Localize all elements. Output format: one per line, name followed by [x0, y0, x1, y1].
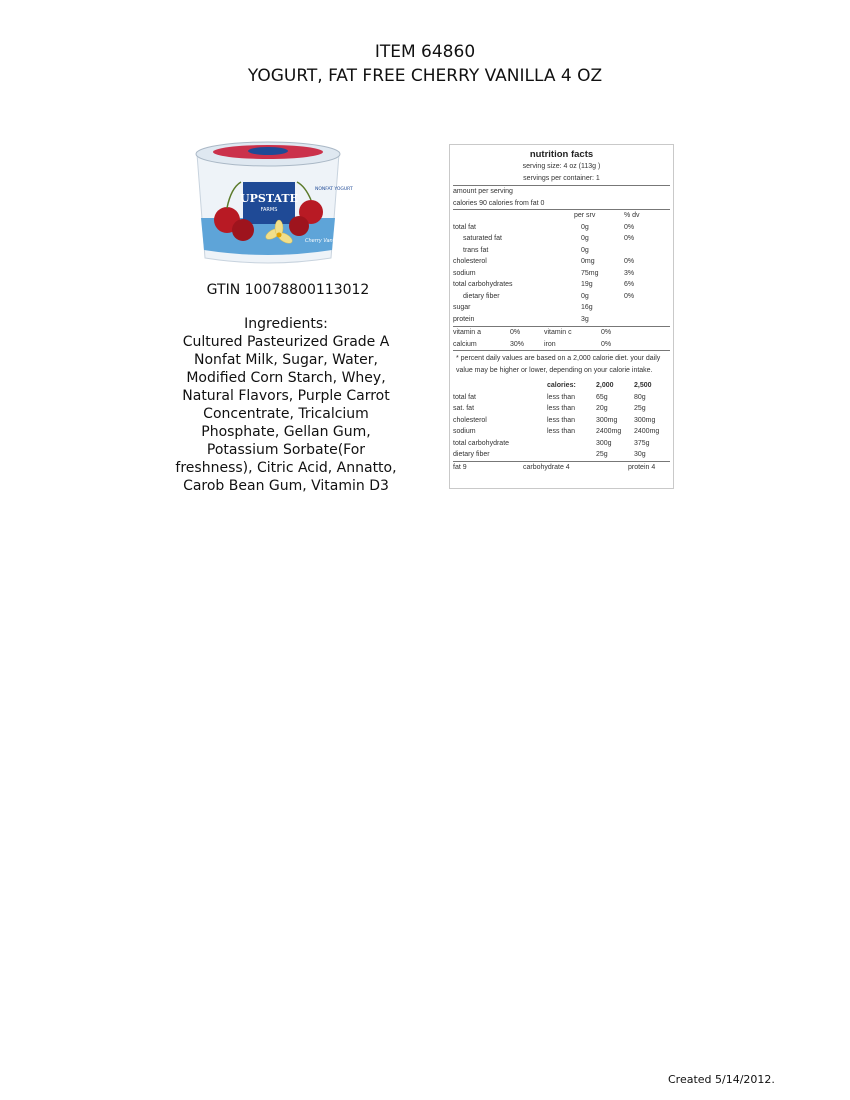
dv-cell: 375g [634, 439, 650, 447]
nutrient-dv: 6% [624, 281, 635, 288]
nutrient-label: cholesterol [453, 258, 487, 265]
item-number: ITEM 64860 [374, 42, 476, 62]
nutrient-dv: 3% [624, 269, 635, 277]
dv-calories-header: calories: [547, 382, 576, 389]
nutrient-value: 0g [581, 235, 589, 242]
nutrient-label: sugar [453, 304, 471, 311]
yogurt-cup-image [193, 138, 353, 268]
nutrient-dv: 0% [624, 235, 635, 242]
vitamin-value: 0% [601, 329, 612, 336]
dv-cell: 80g [634, 393, 646, 401]
dv-2500-header: 2,500 [634, 382, 652, 389]
protein-calories-per-gram: protein 4 [628, 463, 656, 471]
nutrient-label: total fat [453, 223, 476, 231]
created-date: Created 5/14/2012. [668, 1073, 775, 1086]
dv-cell: 300g [596, 439, 612, 447]
nutrient-row [453, 256, 670, 268]
nutrient-value: 0g [581, 292, 589, 300]
serving-size: serving size: 4 oz (113g ) [522, 163, 601, 170]
calories-line: calories 90 calories from fat 0 [453, 199, 545, 207]
nutrition-facts-panel [449, 144, 674, 489]
fat-calories-per-gram: fat 9 [453, 463, 467, 471]
nutrient-label: protein [453, 315, 475, 323]
flavor-label: Cherry Vanilla [305, 238, 340, 244]
daily-value-footnote: * percent daily values are based on a 2,000 calorie diet. your daily value may be higher or lower, depending on your calorie intake. [456, 355, 661, 374]
nutrient-dv: 0% [624, 258, 635, 265]
nutrient-row [453, 268, 670, 280]
nutrient-row [453, 279, 670, 291]
vitamin-label: vitamin a [453, 329, 482, 336]
vitamin-label: iron [544, 340, 556, 348]
nutrient-value: 0g [581, 246, 589, 254]
ingredients-heading: Ingredients: [244, 316, 328, 332]
dv-table-row [453, 415, 670, 427]
nutrient-dv: 0% [624, 292, 635, 300]
nutrient-value: 75mg [581, 269, 599, 277]
dv-header: % dv [624, 212, 640, 219]
dv-cell: 65g [596, 393, 608, 401]
product-name: YOGURT, FAT FREE CHERRY VANILLA 4 OZ [247, 66, 603, 86]
dv-cell: total carbohydrate [453, 439, 510, 447]
nutrient-row [453, 291, 670, 303]
nutrient-row [453, 245, 670, 257]
dv-cell: 20g [596, 405, 608, 412]
nutrient-label: sodium [453, 269, 476, 277]
dv-cell: cholesterol [453, 416, 487, 424]
nutrient-label: dietary fiber [463, 292, 500, 300]
nutrient-row [453, 314, 670, 326]
brand-logo-sub: FARMS [260, 207, 278, 213]
dv-cell: less than [547, 416, 576, 424]
vitamin-value: 30% [510, 340, 525, 348]
vitamin-value: 0% [601, 340, 612, 348]
vitamin-label: vitamin c [544, 329, 572, 336]
vitamin-value: 0% [510, 329, 521, 336]
carb-calories-per-gram: carbohydrate 4 [523, 463, 570, 471]
dv-table-row [453, 449, 670, 461]
servings-per-container: servings per container: 1 [523, 175, 600, 182]
dv-cell: dietary fiber [453, 451, 490, 458]
ingredients-block [170, 315, 402, 495]
dv-cell: sat. fat [453, 405, 475, 412]
nutrient-label: trans fat [463, 246, 489, 254]
nutrition-title: nutrition facts [529, 149, 594, 160]
product-side-text: NONFAT YOGURT [315, 187, 353, 192]
amount-per-serving: amount per serving [453, 188, 513, 195]
nutrient-value: 19g [581, 281, 593, 288]
nutrient-label: saturated fat [463, 235, 502, 242]
dv-table-row [453, 392, 670, 404]
dv-cell: sodium [453, 428, 476, 435]
dv-table-row [453, 426, 670, 438]
nutrient-value: 16g [581, 304, 593, 311]
nutrient-row [453, 233, 670, 245]
nutrient-row [453, 222, 670, 234]
dv-cell: 30g [634, 451, 646, 458]
page-title [0, 40, 850, 88]
nutrient-value: 0g [581, 223, 589, 231]
dv-table-row [453, 403, 670, 415]
dv-cell: 2400mg [634, 428, 660, 435]
dv-cell: less than [547, 428, 576, 435]
dv-table-row [453, 438, 670, 450]
dv-cell: less than [547, 393, 576, 401]
dv-cell: total fat [453, 393, 476, 401]
dv-table-header [453, 380, 670, 392]
nutrient-dv: 0% [624, 223, 635, 231]
dv-cell: 25g [596, 451, 608, 458]
dv-cell: 25g [634, 405, 646, 412]
dv-cell: 300mg [634, 416, 656, 424]
gtin-code: GTIN 10078800113012 [206, 282, 370, 298]
brand-logo-text: UPSTATE [240, 192, 298, 205]
dv-2000-header: 2,000 [596, 382, 614, 389]
dv-cell: 300mg [596, 416, 618, 424]
vitamin-row [453, 339, 670, 351]
vitamin-row [453, 327, 670, 339]
vitamin-label: calcium [453, 340, 477, 348]
per-serving-header: per srv [574, 212, 596, 219]
nutrient-value: 3g [581, 315, 589, 323]
nutrient-value: 0mg [581, 258, 595, 265]
nutrient-row [453, 302, 670, 314]
dv-cell: 2400mg [596, 428, 622, 435]
dv-cell: less than [547, 405, 576, 412]
nutrient-label: total carbohydrates [453, 281, 513, 288]
ingredients-text: Cultured Pasteurized Grade A Nonfat Milk, Sugar, Water, Modified Corn Starch, Whey, Natural Flavors, Purple Carrot Concentrate, Tricalcium Phosphate, Gellan Gum, Potassium Sorbate(For freshness), Citric Acid, Annatto, Carob Bean Gum, Vitamin D3 [175, 334, 397, 494]
